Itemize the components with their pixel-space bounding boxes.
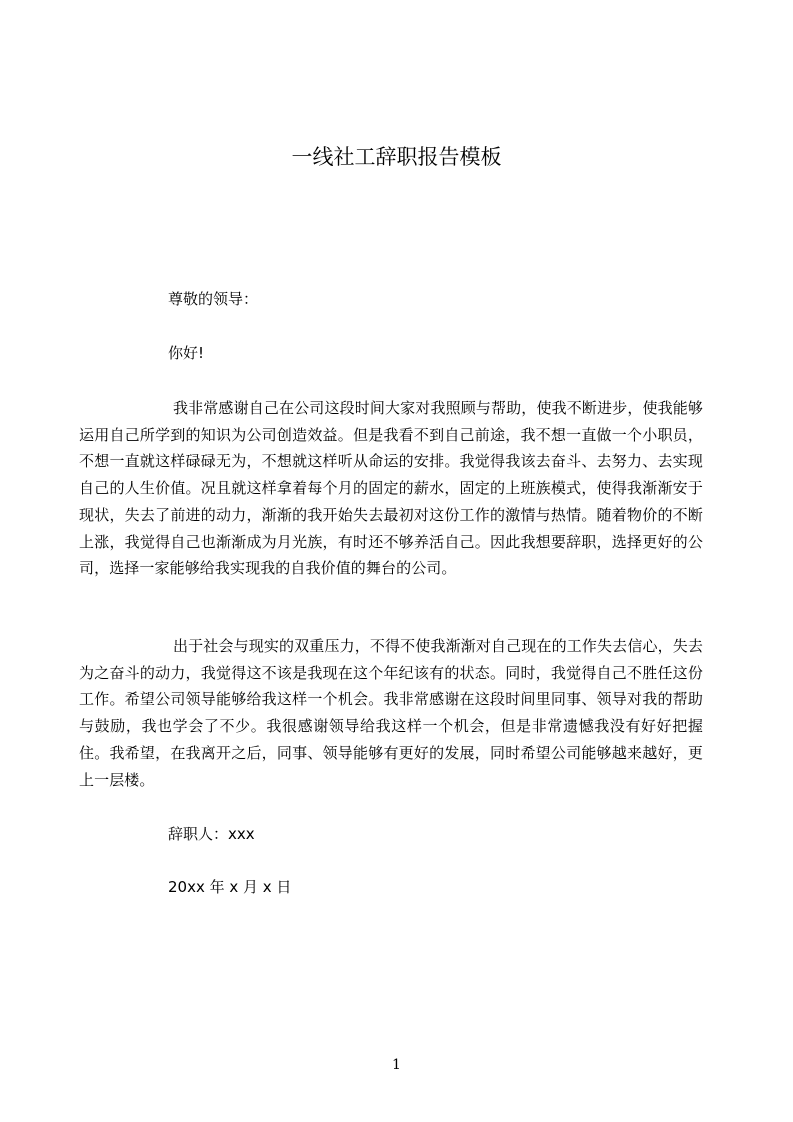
date-line: 20xx 年 x 月 x 日 [168,878,292,896]
document-title: 一线社工辞职报告模板 [291,145,502,169]
body-paragraph-1: 我非常感谢自己在公司这段时间大家对我照顾与帮助，使我不断进步，使我能够运用自己所学到的知识为公司创造效益。但是我看不到自己前途，我不想一直做一个小职员，不想一直就这样碌碌无为，不想就这样听从命运的安排。我觉得我该去奋斗、去努力、去实现自己的人生价值。况且就这样拿着每个月的固定的薪水，固定的上班族模式，使得我渐渐安于现状，失去了前进的动力，渐渐的我开始失去最初对这份工作的激情与热情。随着物价的不断上涨，我觉得自己也渐渐成为月光族，有时还不够养活自己。因此我想要辞职，选择更好的公司，选择一家能够给我实现我的自我价值的舞台的公司。 [79,399,703,578]
page-number: 1 [392,1057,401,1073]
greeting: 你好! [168,344,205,362]
signer-line: 辞职人：xxx [168,825,255,843]
salutation: 尊敬的领导： [168,290,259,308]
body-paragraph-2: 出于社会与现实的双重压力，不得不使我渐渐对自己现在的工作失去信心，失去为之奋斗的动力，我觉得这不该是我现在这个年纪该有的状态。同时，我觉得自己不胜任这份工作。希望公司领导能够给我这样一个机会。我非常感谢在这段时间里同事、领导对我的帮助与鼓励，我也学会了不少。我很感谢领导给我这样一个机会，但是非常遗憾我没有好好把握住。我希望，在我离开之后，同事、领导能够有更好的发展，同时希望公司能够越来越好，更上一层楼。 [79,637,703,789]
